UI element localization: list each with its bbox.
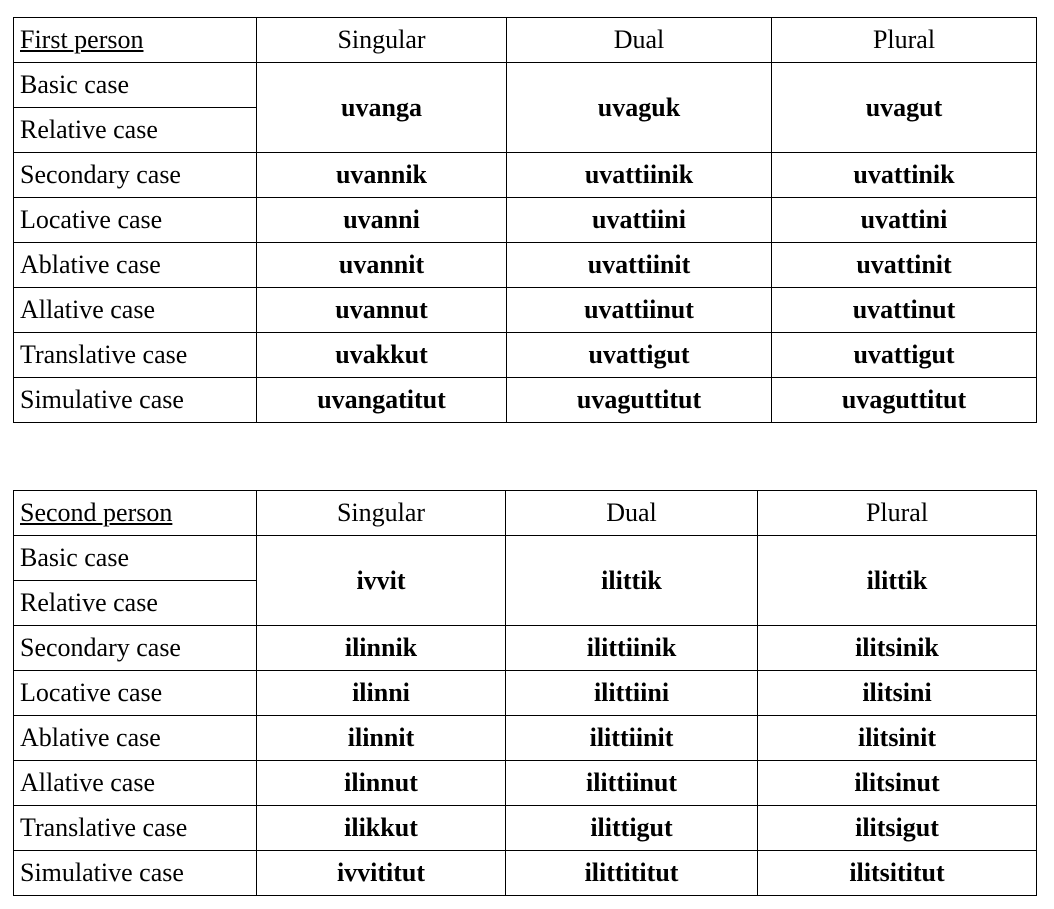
form-cell: ilittigut	[506, 806, 758, 851]
form-cell: uvanni	[257, 198, 507, 243]
table-row	[14, 806, 1037, 851]
form-cell: ilinni	[257, 671, 506, 716]
table-row	[14, 536, 1037, 581]
case-label: Secondary case	[14, 153, 257, 198]
form-cell: ilittititut	[506, 851, 758, 896]
table-row	[14, 63, 1037, 108]
table-row	[14, 288, 1037, 333]
case-label: Ablative case	[14, 716, 257, 761]
column-header-plural: Plural	[772, 18, 1037, 63]
form-cell: uvanga	[257, 63, 507, 153]
form-cell: uvannik	[257, 153, 507, 198]
form-cell: uvattinit	[772, 243, 1037, 288]
table-row	[14, 626, 1037, 671]
form-cell: uvangatitut	[257, 378, 507, 423]
form-cell: ilittik	[758, 536, 1037, 626]
case-label: Allative case	[14, 761, 257, 806]
form-cell: uvaguttitut	[772, 378, 1037, 423]
table-row	[14, 333, 1037, 378]
table-row	[14, 153, 1037, 198]
column-header-plural: Plural	[758, 491, 1037, 536]
form-cell: uvattiinut	[507, 288, 772, 333]
form-cell: ilitsinut	[758, 761, 1037, 806]
form-cell: ilittiinit	[506, 716, 758, 761]
form-cell: ilinnut	[257, 761, 506, 806]
form-cell: ilittiinik	[506, 626, 758, 671]
column-header-dual: Dual	[506, 491, 758, 536]
case-label: Allative case	[14, 288, 257, 333]
second-person-table	[13, 490, 1037, 896]
table-row	[14, 243, 1037, 288]
form-cell: uvaguttitut	[507, 378, 772, 423]
form-cell: ilinnik	[257, 626, 506, 671]
header-row	[14, 491, 1037, 536]
case-label: Translative case	[14, 333, 257, 378]
form-cell: ilitsinik	[758, 626, 1037, 671]
table-row	[14, 671, 1037, 716]
form-cell: ilitsini	[758, 671, 1037, 716]
form-cell: uvattiinit	[507, 243, 772, 288]
form-cell: uvattini	[772, 198, 1037, 243]
form-cell: ivvititut	[257, 851, 506, 896]
table-title: First person	[14, 18, 257, 63]
form-cell: uvannut	[257, 288, 507, 333]
form-cell: ivvit	[257, 536, 506, 626]
first-person-table	[13, 17, 1037, 423]
column-header-singular: Singular	[257, 491, 506, 536]
table-row	[14, 716, 1037, 761]
header-row	[14, 18, 1037, 63]
table-row	[14, 851, 1037, 896]
case-label: Basic case	[14, 536, 257, 581]
form-cell: ilitsigut	[758, 806, 1037, 851]
case-label: Relative case	[14, 108, 257, 153]
form-cell: ilittik	[506, 536, 758, 626]
case-label: Locative case	[14, 198, 257, 243]
case-label: Simulative case	[14, 851, 257, 896]
case-label: Simulative case	[14, 378, 257, 423]
form-cell: uvaguk	[507, 63, 772, 153]
form-cell: ilitsititut	[758, 851, 1037, 896]
column-header-singular: Singular	[257, 18, 507, 63]
table-row	[14, 761, 1037, 806]
form-cell: ilinnit	[257, 716, 506, 761]
form-cell: uvannit	[257, 243, 507, 288]
form-cell: uvattigut	[507, 333, 772, 378]
table-title: Second person	[14, 491, 257, 536]
form-cell: uvagut	[772, 63, 1037, 153]
table-row	[14, 198, 1037, 243]
form-cell: uvattiini	[507, 198, 772, 243]
form-cell: uvakkut	[257, 333, 507, 378]
case-label: Translative case	[14, 806, 257, 851]
case-label: Secondary case	[14, 626, 257, 671]
case-label: Relative case	[14, 581, 257, 626]
table-row	[14, 378, 1037, 423]
form-cell: uvattinut	[772, 288, 1037, 333]
form-cell: ilittiini	[506, 671, 758, 716]
form-cell: uvattinik	[772, 153, 1037, 198]
form-cell: uvattigut	[772, 333, 1037, 378]
case-label: Locative case	[14, 671, 257, 716]
column-header-dual: Dual	[507, 18, 772, 63]
form-cell: ilittiinut	[506, 761, 758, 806]
form-cell: ilitsinit	[758, 716, 1037, 761]
case-label: Basic case	[14, 63, 257, 108]
case-label: Ablative case	[14, 243, 257, 288]
form-cell: uvattiinik	[507, 153, 772, 198]
form-cell: ilikkut	[257, 806, 506, 851]
